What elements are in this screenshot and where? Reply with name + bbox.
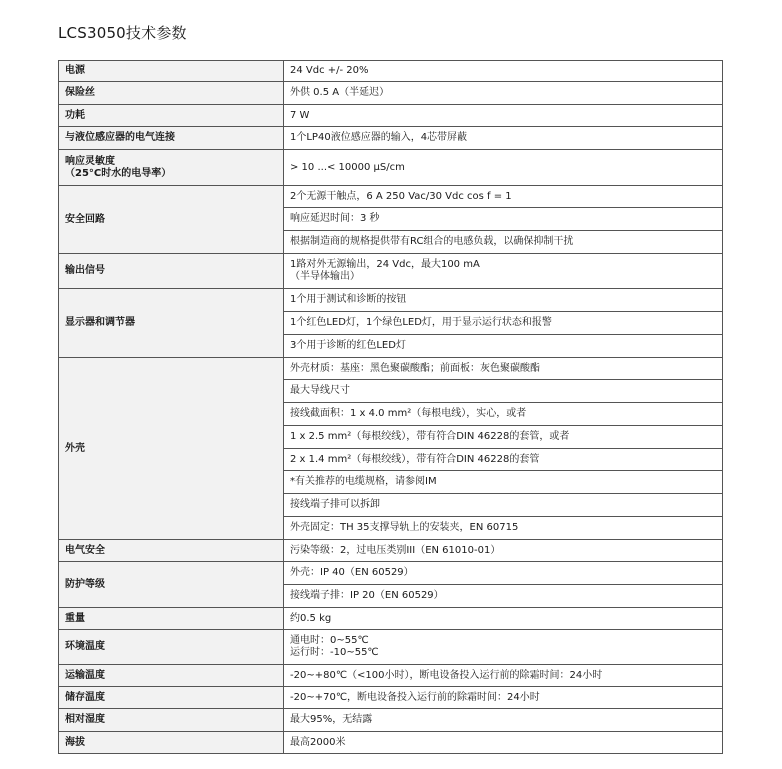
table-row: [59, 127, 723, 150]
row-label: 输出信号: [59, 254, 284, 289]
row-value: -20~+70℃，断电设备投入运行前的除霜时间：24小时: [284, 687, 723, 709]
row-value-line: （半导体输出）: [290, 271, 360, 282]
table-row: [59, 61, 723, 82]
table-row: [59, 82, 723, 105]
row-label: 电气安全: [59, 540, 284, 562]
row-label: 安全回路: [59, 186, 284, 254]
table-row: [59, 358, 723, 380]
row-value: 7 W: [284, 105, 723, 127]
row-value-line: 运行时：-10~55℃: [290, 647, 379, 658]
row-value: 接线截面积：1 x 4.0 mm²（每根电线），实心，或者: [284, 403, 723, 426]
table-row: [59, 150, 723, 186]
table-row: [59, 105, 723, 127]
table-row: [59, 709, 723, 732]
table-row: [59, 562, 723, 585]
row-label: 外壳: [59, 358, 284, 540]
spec-table: [58, 60, 723, 754]
row-label: 功耗: [59, 105, 284, 127]
table-row: [59, 665, 723, 687]
row-value-line: 通电时：0~55℃: [290, 635, 369, 646]
table-row: [59, 186, 723, 208]
row-value: 1个LP40液位感应器的输入，4芯带屏蔽: [284, 127, 723, 150]
row-value: 外壳材质：基座：黑色聚碳酸酯；前面板：灰色聚碳酸酯: [284, 358, 723, 380]
row-label: 保险丝: [59, 82, 284, 105]
row-label: 相对湿度: [59, 709, 284, 732]
table-row: [59, 540, 723, 562]
row-value: 外供 0.5 A（半延迟）: [284, 82, 723, 105]
row-value: 3个用于诊断的红色LED灯: [284, 335, 723, 358]
row-value: 2个无源干触点，6 A 250 Vac/30 Vdc cos f = 1: [284, 186, 723, 208]
row-label: 与液位感应器的电气连接: [59, 127, 284, 150]
row-value: 最大95%，无结露: [284, 709, 723, 732]
row-label: 防护等级: [59, 562, 284, 608]
row-value: 1个红色LED灯，1个绿色LED灯，用于显示运行状态和报警: [284, 312, 723, 335]
row-value: 根据制造商的规格提供带有RC组合的电感负载，以确保抑制干扰: [284, 231, 723, 254]
row-value: [284, 254, 723, 289]
row-label: 环境温度: [59, 630, 284, 665]
row-label: 储存温度: [59, 687, 284, 709]
row-label: 重量: [59, 608, 284, 630]
row-label: 显示器和调节器: [59, 289, 284, 358]
page-title: LCS3050技术参数: [58, 24, 187, 42]
row-label: 运输温度: [59, 665, 284, 687]
row-value: 24 Vdc +/- 20%: [284, 61, 723, 82]
row-value: 最高2000米: [284, 732, 723, 754]
row-value: 1个用于测试和诊断的按钮: [284, 289, 723, 312]
row-label-line: （25°C时水的电导率）: [65, 167, 172, 179]
row-value: -20~+80℃（<100小时），断电设备投入运行前的除霜时间：24小时: [284, 665, 723, 687]
table-row: [59, 687, 723, 709]
row-value: 污染等级：2，过电压类别III（EN 61010-01）: [284, 540, 723, 562]
table-row: [59, 630, 723, 665]
row-value: 响应延迟时间：3 秒: [284, 208, 723, 231]
row-value: [284, 630, 723, 665]
row-value: > 10 ...< 10000 µS/cm: [284, 150, 723, 186]
row-value: 最大导线尺寸: [284, 380, 723, 403]
row-label-line: 响应灵敏度: [65, 155, 115, 167]
row-label: 电源: [59, 61, 284, 82]
table-row: [59, 289, 723, 312]
row-value: 2 x 1.4 mm²（每根绞线），带有符合DIN 46228的套管: [284, 449, 723, 471]
row-value: 接线端子排：IP 20（EN 60529）: [284, 585, 723, 608]
table-row: [59, 608, 723, 630]
row-value-line: 1路对外无源输出，24 Vdc，最大100 mA: [290, 259, 480, 270]
row-value: 接线端子排可以拆卸: [284, 494, 723, 517]
row-value: 外壳：IP 40（EN 60529）: [284, 562, 723, 585]
row-label: [59, 150, 284, 186]
table-row: [59, 732, 723, 754]
row-value: 1 x 2.5 mm²（每根绞线），带有符合DIN 46228的套管，或者: [284, 426, 723, 449]
row-value: *有关推荐的电缆规格，请参阅IM: [284, 471, 723, 494]
row-label: 海拔: [59, 732, 284, 754]
table-row: [59, 254, 723, 289]
row-value: 约0.5 kg: [284, 608, 723, 630]
row-value: 外壳固定：TH 35支撑导轨上的安装夹，EN 60715: [284, 517, 723, 540]
